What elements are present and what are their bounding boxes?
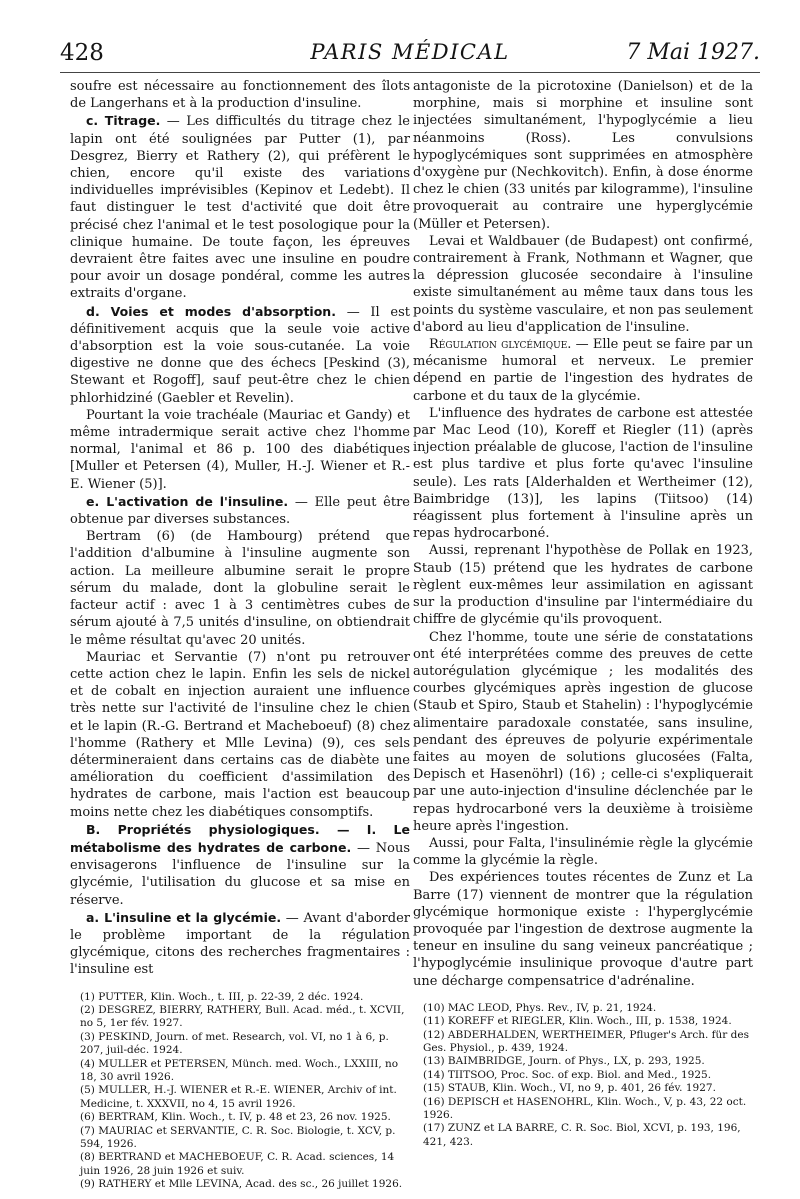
section-heading: Régulation glycémique.	[429, 337, 572, 353]
footnote: (2) DESGREZ, BIERRY, RATHERY, Bull. Acad. méd., t. XCVII, no 5, 1er fév. 1927.	[80, 1003, 405, 1030]
paragraph: Aussi, pour Falta, l'insulinémie règle la glycémie comme la glycémie la règle.	[413, 835, 753, 869]
footnote: (3) PESKIND, Journ. of met. Research, vol. VI, no 1 à 6, p. 207, juil-déc. 1924.	[80, 1030, 389, 1057]
footnote: (15) STAUB, Klin. Woch., VI, no 9, p. 401, 26 fév. 1927.	[423, 1082, 716, 1095]
footnote: (8) BERTRAND et MACHEBOEUF, C. R. Acad. sciences, 14 juin 1926, 28 juin 1926 et suiv.	[80, 1151, 395, 1177]
paragraph: Aussi, reprenant l'hypothèse de Pollak en 1923, Staub (15) prétend que les hydrates de carbone règlent eux-mêmes leur assimilation en agissant sur la production d'insuline par l'intermédiaire du chiffre de glycémie qu'ils provoquent.	[413, 543, 753, 628]
section-heading: e. L'activation de l'insuline.	[86, 493, 289, 509]
paragraph-text: — Elle peut se faire par un mécanisme humoral et nerveux. Le premier dépend en partie de l'ingestion des hydrates de carbone et du taux de la glycémie.	[413, 337, 753, 404]
footnote: (17) ZUNZ et LA BARRE, C. R. Soc. Biol, XCVI, p. 193, 196, 421, 423.	[423, 1122, 741, 1148]
paragraph-text: — Avant d'aborder le problème important de la régulation glycémique, citons des recherches fragmentaires : l'insuline est	[70, 910, 410, 978]
paragraph: Des expériences toutes récentes de Zunz et La Barre (17) viennent de montrer que la régulation glycémique hormonique existe : l'hyperglycémie provoquée par l'ingestion de dextrose augmente la teneur en insuline du sang veineux pancréatique ; l'hypoglycémie insulinique provoque d'autre part une décharge compensatrice d'adrénaline.	[413, 870, 753, 989]
section-regulation	[413, 336, 753, 405]
paragraph: soufre est nécessaire au fonctionnement des îlots de Langerhans et à la production d'insuline.	[70, 79, 410, 112]
footnote: (13) BAIMBRIDGE, Journ. of Phys., LX, p. 293, 1925.	[423, 1055, 705, 1068]
paragraph-text: — Elle peut être obtenue par diverses substances.	[70, 494, 410, 528]
section-heading: d. Voies et modes d'absorption.	[86, 303, 336, 319]
footnote: (7) MAURIAC et SERVANTIE, C. R. Soc. Biologie, t. XCV, p. 594, 1926.	[80, 1124, 396, 1151]
footnote: (10) MAC LEOD, Phys. Rev., IV, p. 21, 1924.	[423, 1001, 657, 1014]
footnote: (4) MULLER et PETERSEN, Münch. med. Woch., LXXIII, no 18, 30 avril 1926.	[80, 1057, 399, 1083]
section-heading: a. L'insuline et la glycémie.	[86, 909, 282, 925]
journal-title: PARIS MÉDICAL	[310, 40, 510, 64]
paragraph-text: — Les difficultés du titrage chez le lapin ont été soulignées par Putter (1), par Desgrez, Bierry et Rathery (2), qui préfèrent le chien, encore qu'il existe des variations individuelles imprévisibles (Kepinov et Ledebt). Il faut distinguer le test d'activité que doit être précisé chez l'animal et le test posologique pour la clinique humaine. De toute façon, les épreuves devraient être faites avec une insuline en poudre pour avoir un dosage pondéral, comme les autres extraits d'organe.	[70, 114, 410, 302]
paragraph: Pourtant la voie trachéale (Mauriac et Gandy) et même intradermique serait active chez l'homme normal, l'animal et 86 p. 100 des diabétiques [Muller et Petersen (4), Muller, H.-J. Wiener et R.-E. Wiener (5)].	[70, 407, 410, 492]
footnote: (9) RATHERY et Mlle LEVINA, Acad. des sc., 26 juillet 1926.	[80, 1178, 403, 1191]
left-column	[70, 78, 410, 1199]
footnote: (6) BERTRAM, Klin. Woch., t. IV, p. 48 et 23, 26 nov. 1925.	[80, 1111, 391, 1124]
footnotes-left	[70, 991, 410, 1192]
section-proprietes	[70, 821, 410, 909]
footnote: (11) KOREFF et RIEGLER, Klin. Woch., III, p. 1538, 1924.	[423, 1015, 732, 1028]
footnote: (12) ABDERHALDEN, WERTHEIMER, Pfluger's Arch. für des Ges. Physiol., p. 439, 1924.	[423, 1028, 749, 1054]
section-titrage	[70, 112, 410, 302]
page-header	[60, 40, 760, 70]
page-number: 428	[60, 40, 104, 66]
paragraph-text: — Il est définitivement acquis que la seule voie active d'absorption est la voie sous-cutanée. La voie digestive ne donne que des échecs [Peskind (3), Stewant et Rogoff], sauf peut-être chez le chien phlorhidziné (Gaebler et Revelin).	[70, 304, 411, 406]
paragraph: Mauriac et Servantie (7) n'ont pu retrouver cette action chez le lapin. Enfin les sels de nickel et de cobalt en injection auraient une influence très nette sur l'activité de l'insuline chez le chien et le lapin (R.-G. Bertrand et Macheboeuf) (8) chez l'homme (Rathery et Mlle Levina) (9), ces sels détermineraient dans certains cas de diabète une amélioration du coefficient d'assimilation des hydrates de carbone, mais l'action est beaucoup moins nette chez les diabétiques consomptifs.	[70, 649, 410, 820]
paragraph-text: — Nous envisagerons l'influence de l'insuline sur la glycémie, l'utilisation du glucose et sa mise en réserve.	[70, 840, 410, 908]
section-heading: B. Propriétés physiologiques. — I. Le métabolisme des hydrates de carbone.	[70, 821, 410, 855]
section-glycemie	[70, 909, 410, 979]
footnote: (1) PUTTER, Klin. Woch., t. III, p. 22-39, 2 déc. 1924.	[80, 990, 364, 1003]
paragraph: L'influence des hydrates de carbone est attestée par Mac Leod (10), Koreff et Riegler (11) (après injection préalable de glucose, l'action de l'insuline est plus tardive et plus forte qu'avec l'insuline seule). Les rats [Alderhalden et Wertheimer (12), Baimbridge (13)], les lapins (Tiitsoo) (14) réagissent plus fortement à l'insuline après un repas hydrocarboné.	[413, 405, 753, 542]
header-rule	[60, 72, 760, 73]
paragraph: Bertram (6) (de Hambourg) prétend que l'addition d'albumine à l'insuline augmente son action. La meilleure albumine serait le propre sérum du malade, dont la globuline serait le facteur actif : avec 1 à 3 centimètres cubes de sérum ajouté à 7,5 unités d'insuline, on obtiendrait le même résultat qu'avec 20 unités.	[70, 529, 410, 648]
footnote: (14) TIITSOO, Proc. Soc. of exp. Biol. and Med., 1925.	[423, 1068, 712, 1081]
section-heading: c. Titrage.	[86, 113, 161, 129]
footnote: (5) MULLER, H.-J. WIENER et R.-E. WIENER, Archiv of int. Medicine, t. XXXVII, no 4, 15 avril 1926.	[80, 1084, 397, 1110]
section-voies	[70, 303, 410, 407]
paragraph: antagoniste de la picrotoxine (Danielson) et de la morphine, mais si morphine et insuline sont injectées simultanément, l'hypoglycémie a lieu néanmoins (Ross). Les convulsions hypoglycémiques sont supprimées en atmosphère d'oxygène pur (Nechkovitch). Enfin, à dose énorme chez le chien (33 unités par kilogramme), l'insuline provoquerait au contraire une hyperglycémie (Müller et Petersen).	[413, 79, 753, 232]
issue-date: 7 Mai 1927.	[626, 40, 760, 65]
section-activation	[70, 493, 410, 528]
right-column	[413, 78, 753, 1156]
paragraph: Chez l'homme, toute une série de constatations ont été interprétées comme des preuves de cette autorégulation glycémique ; les modalités des courbes glycémiques après ingestion de glucose (Staub et Spiro, Staub et Stahelin) : l'hypoglycémie alimentaire paradoxale constatée, sans insuline, pendant des épreuves de polyurie expérimentale faites au moyen de solutions glucosées (Falta, Depisch et Hasenöhrl) (16) ; celle-ci s'expliquerait par une auto-injection d'insuline déclenchée par le repas hydrocarboné vers la deuxième à troisième heure après l'ingestion.	[413, 629, 753, 834]
paragraph: Levai et Waldbauer (de Budapest) ont confirmé, contrairement à Frank, Nothmann et Wagner, que la dépression glucosée secondaire à l'insuline existe simultanément au même taux dans tous les points du système vasculaire, et non pas seulement d'abord au lieu d'application de l'insuline.	[413, 233, 753, 335]
footnote: (16) DEPISCH et HASENOHRL, Klin. Woch., V, p. 43, 22 oct. 1926.	[423, 1095, 747, 1122]
footnotes-right	[413, 1002, 753, 1149]
